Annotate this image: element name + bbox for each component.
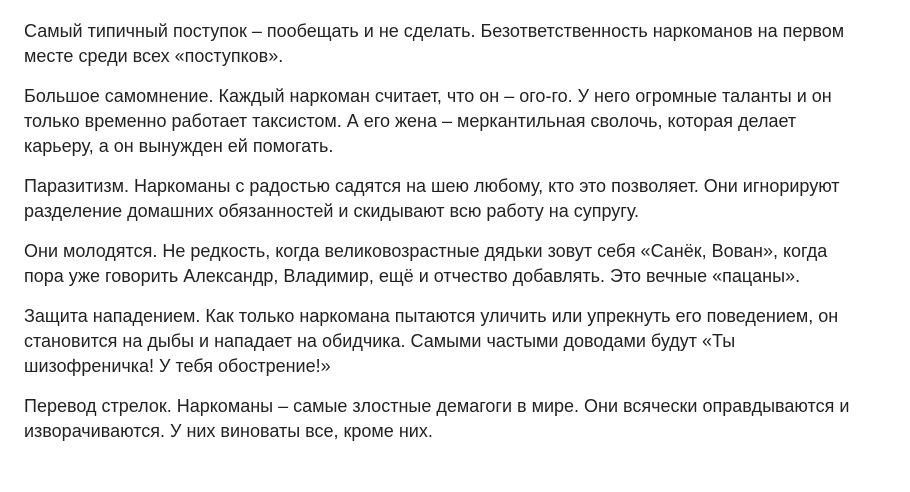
paragraph-5 <box>24 304 890 379</box>
paragraph-line: карьеру, а он вынужден ей помогать. <box>24 136 334 156</box>
paragraph-4 <box>24 239 890 289</box>
paragraph-line: пора уже говорить Александр, Владимир, ещё и отчество добавлять. Это вечные «пацаны». <box>24 266 801 286</box>
paragraph-line: Паразитизм. Наркоманы с радостью садятся на шею любому, кто это позволяет. Они игнорируют <box>24 176 840 196</box>
paragraph-line: Защита нападением. Как только наркомана пытаются уличить или упрекнуть его поведением, он <box>24 306 839 326</box>
paragraph-line: Большое самомнение. Каждый наркоман считает, что он – ого-го. У него огромные таланты и он <box>24 86 832 106</box>
paragraph-line: становится на дыбы и нападает на обидчика. Самыми частыми доводами будут «Ты <box>24 331 736 351</box>
paragraph-line: изворачиваются. У них виноваты все, кроме них. <box>24 421 433 441</box>
paragraph-line: месте среди всех «поступков». <box>24 46 284 66</box>
paragraph-line: Они молодятся. Не редкость, когда великовозрастные дядьки зовут себя «Санёк, Вован», когда <box>24 241 828 261</box>
paragraph-line: Перевод стрелок. Наркоманы – самые злостные демагоги в мире. Они всячески оправдываются и <box>24 396 850 416</box>
paragraph-3 <box>24 174 890 224</box>
paragraph-line: только временно работает таксистом. А его жена – меркантильная сволочь, которая делает <box>24 111 797 131</box>
paragraph-line: Самый типичный поступок – пообещать и не сделать. Безответственность наркоманов на первом <box>24 21 845 41</box>
paragraph-6 <box>24 394 890 444</box>
paragraph-line: разделение домашних обязанностей и скидывают всю работу на супругу. <box>24 201 640 221</box>
paragraph-line: шизофреничка! У тебя обострение!» <box>24 356 331 376</box>
paragraph-2 <box>24 84 890 159</box>
paragraph-1 <box>24 19 890 69</box>
